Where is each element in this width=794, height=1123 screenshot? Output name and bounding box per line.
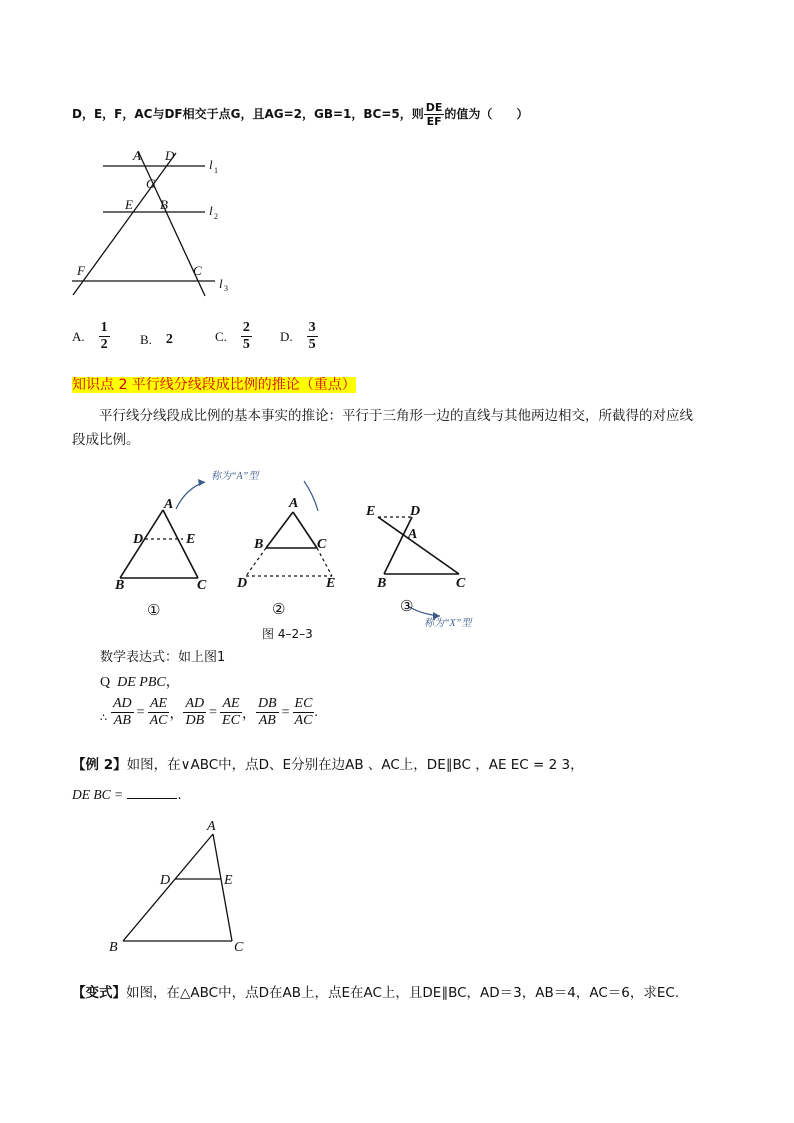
fraction-numerator: DE	[425, 101, 443, 114]
eq-1: =	[136, 704, 145, 720]
t2-label-a: A	[289, 496, 299, 511]
t2-label-b: B	[254, 537, 264, 552]
example2-tag: 【例 2】	[72, 757, 127, 773]
t2-label-e: E	[326, 576, 336, 591]
label-l2-sub: 2	[214, 212, 218, 221]
t3-label-c: C	[456, 576, 466, 591]
r1l-num: AD	[113, 696, 132, 711]
t2-label-c: C	[317, 537, 327, 552]
label-c: C	[193, 263, 202, 278]
t1-label-b: B	[115, 578, 125, 593]
given-parallel: DE PBC	[117, 675, 166, 690]
choice-c-letter: C.	[215, 328, 227, 344]
label-e: E	[224, 873, 233, 888]
r1r-den: AC	[149, 713, 168, 728]
choice-b-letter: B.	[140, 332, 152, 347]
t3-label-b: B	[377, 576, 387, 591]
r3l-den: AB	[258, 713, 276, 728]
label-f: F	[77, 263, 85, 278]
problem1-text-post: 的值为（ ）	[444, 107, 529, 121]
problem1-text-pre: D，E，F，AC与DF相交于点G，且AG=2，GB=1，BC=5，则	[72, 107, 424, 121]
fraction-denominator: EF	[426, 115, 442, 128]
choice-d-letter: D.	[280, 328, 293, 344]
r2l-num: AD	[185, 696, 205, 711]
label-d: D	[160, 873, 171, 888]
choice-a-num: 1	[100, 320, 108, 335]
label-l3: l	[219, 276, 223, 291]
r2r-num: AE	[222, 696, 240, 711]
t1-label-d: D	[133, 532, 144, 547]
label-a: A	[133, 148, 141, 163]
note-a-type: 称为“A”型	[211, 471, 259, 482]
label-d: D	[165, 148, 175, 163]
note-x-type: 称为“X”型	[424, 618, 472, 629]
r3l-num: DB	[257, 696, 277, 711]
r2l-den: DB	[185, 713, 205, 728]
t3-number: ③	[400, 599, 414, 615]
r2r-den: EC	[222, 713, 240, 728]
sep-1: ，	[169, 706, 184, 722]
label-b: B	[160, 197, 168, 212]
r1l-den: AB	[113, 713, 131, 728]
t1-label-e: E	[186, 532, 196, 547]
eq-2: =	[209, 704, 218, 720]
because-symbol: Q	[100, 675, 111, 690]
variant-line	[72, 984, 679, 1002]
label-e: E	[125, 197, 133, 212]
knowledge-line-1: 平行线分线段成比例的基本事实的推论：平行于三角形一边的直线与其他两边相交，所截得的对应线	[99, 408, 693, 424]
example2-ratio: DE BC =	[72, 787, 124, 802]
t1-label-a: A	[164, 497, 174, 512]
r3r-den: AC	[294, 713, 313, 728]
knowledge-heading-text: 知识点 2 平行线分线段成比例的推论（重点）	[72, 377, 356, 393]
variant-tag: 【变式】	[72, 985, 126, 1001]
given-end: ，	[165, 675, 180, 690]
label-c: C	[234, 940, 244, 955]
figure-caption: 图 4–2–3	[262, 627, 313, 641]
t3-label-a: A	[408, 527, 418, 542]
choice-d-num: 3	[308, 320, 316, 335]
r1r-num: AE	[149, 696, 168, 711]
knowledge-line-2: 段成比例。	[72, 432, 140, 448]
choice-c-num: 2	[242, 320, 250, 335]
label-l1-sub: 1	[214, 166, 218, 175]
choice-b-value: 2	[165, 332, 173, 347]
variant-text: 如图，在△ABC中，点D在AB上，点E在AC上，且DE∥BC，AD＝3，AB＝4，AC＝6，求EC.	[126, 985, 680, 1001]
label-l1: l	[209, 157, 213, 172]
example2-end: .	[177, 787, 182, 803]
label-g: G	[146, 176, 156, 191]
sep-2: ，	[241, 706, 256, 722]
choice-a-letter: A.	[72, 328, 85, 344]
label-b: B	[109, 940, 118, 955]
choice-d-den: 5	[308, 337, 316, 352]
eq-3: =	[281, 704, 290, 720]
therefore-symbol: ∴	[100, 712, 107, 724]
math-end: .	[314, 704, 318, 720]
t1-number: ①	[147, 603, 161, 619]
t1-label-c: C	[197, 578, 207, 593]
r3r-num: EC	[294, 696, 313, 711]
math-intro: 数学表达式：如上图1	[100, 650, 226, 665]
example2-text: 如图，在∨ABC中，点D、E分别在边AB 、AC上，DE∥BC ，AE EC = 2 3，	[126, 757, 584, 773]
label-l2: l	[209, 203, 213, 218]
choice-a-den: 2	[100, 337, 108, 352]
t3-label-d: D	[410, 504, 421, 519]
label-l3-sub: 3	[224, 284, 228, 293]
choice-c-den: 5	[242, 337, 250, 352]
t2-number: ②	[272, 602, 286, 618]
t3-label-e: E	[366, 504, 376, 519]
label-a: A	[207, 819, 216, 834]
t2-label-d: D	[237, 576, 248, 591]
